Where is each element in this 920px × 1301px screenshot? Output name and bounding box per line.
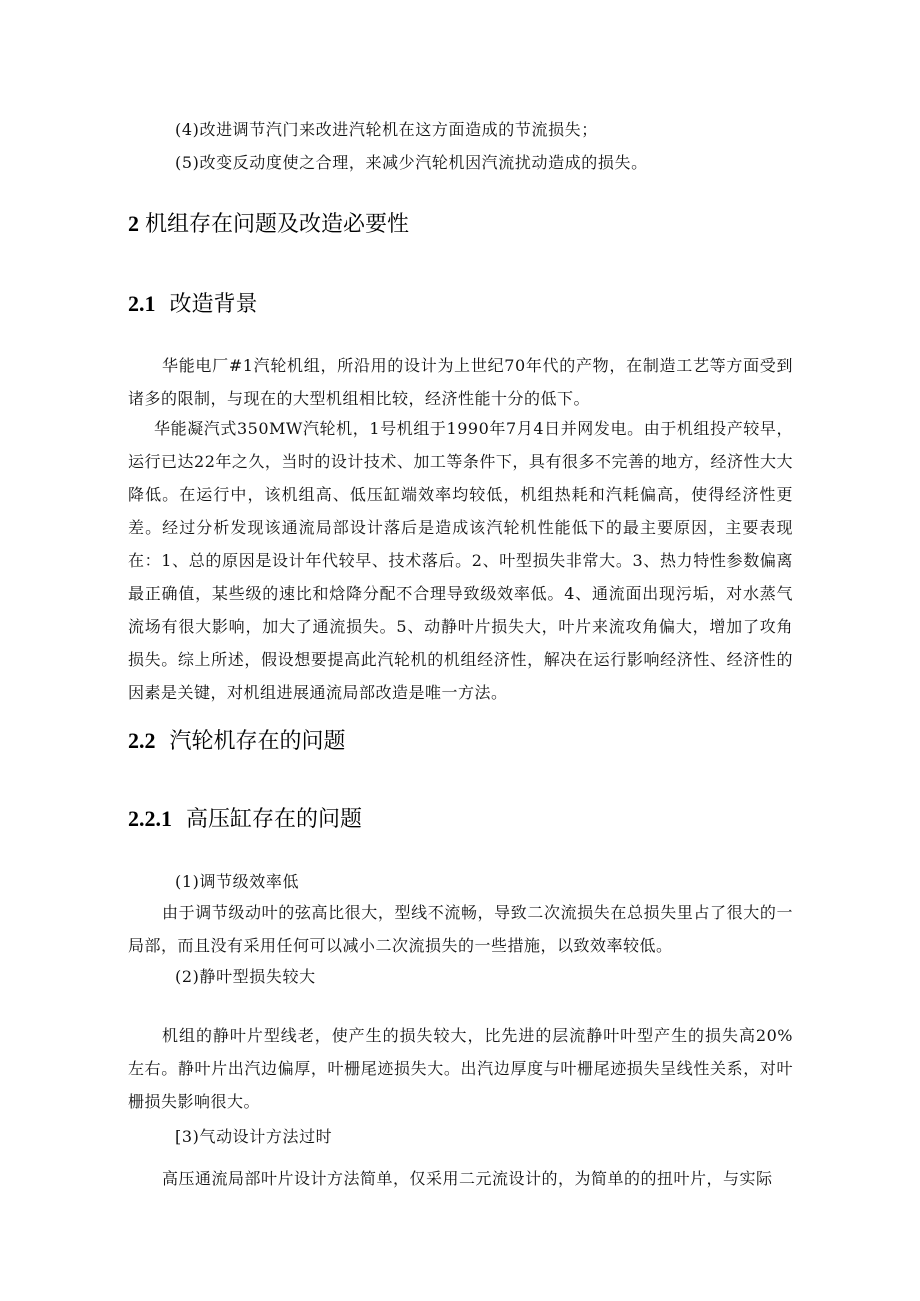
item-2-text: 机组的静叶片型线老，使产生的损失较大，比先进的层流静叶叶型产生的损失高20%左右。静叶片出汽边偏厚，叶栅尾迹损失大。出汽边厚度与叶栅尾迹损失呈线性关系，对叶栅损失影响很大。 xyxy=(128,1026,793,1111)
item-3-title: [3)气动设计方法过时 xyxy=(175,1127,333,1146)
section-2-2-number: 2.2 xyxy=(128,728,156,753)
background-paragraph-1-text: 华能电厂#1汽轮机组，所沿用的设计为上世纪70年代的产物，在制造工艺等方面受到诸多的限制，与现在的大型机组相比较，经济性能十分的低下。 xyxy=(128,356,793,408)
section-2-number: 2 xyxy=(128,211,139,236)
section-2-1-heading xyxy=(128,290,258,319)
item-1-text: 由于调节级动叶的弦高比很大，型线不流畅，导致二次流损失在总损失里占了很大的一局部，而且没有采用任何可以减小二次流损失的一些措施，以致效率较低。 xyxy=(128,903,793,955)
background-paragraph-2 xyxy=(128,412,793,709)
list-item-4: (4)改进调节汽门来改进汽轮机在这方面造成的节流损失； xyxy=(175,120,598,139)
section-2-2-title: 汽轮机存在的问题 xyxy=(169,729,346,754)
item-1-paragraph xyxy=(128,896,793,962)
section-2-2-1-title: 高压缸存在的问题 xyxy=(186,807,363,832)
section-2-heading xyxy=(128,210,409,239)
background-paragraph-2-text: 华能凝汽式350MW汽轮机，1号机组于1990年7月4日并网发电。由于机组投产较早，运行已达22年之久，当时的设计技术、加工等条件下，具有很多不完善的地方，经济性大大降低。在运行中，该机组高、低压缸端效率均较低，机组热耗和汽耗偏高，使得经济性更差。经过分析发现该通流局部设计落后是造成该汽轮机性能低下的最主要原因，主要表现在：1、总的原因是设计年代较早、技术落后。2、叶型损失非常大。3、热力特性参数偏离最正确值，某些级的速比和焓降分配不合理导致级效率低。4、通流面出现污垢，对水蒸气流场有很大影响，加大了通流损失。5、动静叶片损失大，叶片来流攻角偏大，增加了攻角损失。综上所述，假设想要提高此汽轮机的机组经济性，解决在运行影响经济性、经济性的因素是关键，对机组进展通流局部改造是唯一方法。 xyxy=(128,419,793,702)
item-1-title: (1)调节级效率低 xyxy=(175,872,300,891)
background-paragraph-1 xyxy=(128,349,793,415)
list-item-5: (5)改变反动度使之合理，来减少汽轮机因汽流扰动造成的损失。 xyxy=(175,153,648,172)
item-3-paragraph xyxy=(128,1162,793,1195)
section-2-2-1-heading xyxy=(128,805,362,834)
section-2-2-1-number: 2.2.1 xyxy=(128,806,172,831)
item-2-title: (2)静叶型损失较大 xyxy=(175,967,316,986)
section-2-title: 机组存在问题及改造必要性 xyxy=(145,212,410,237)
section-2-1-number: 2.1 xyxy=(128,291,156,316)
item-2-paragraph xyxy=(128,1019,793,1118)
section-2-1-title: 改造背景 xyxy=(169,292,258,317)
item-3-text: 高压通流局部叶片设计方法简单，仅采用二元流设计的，为简单的的扭叶片，与实际 xyxy=(162,1169,773,1188)
section-2-2-heading xyxy=(128,727,346,756)
